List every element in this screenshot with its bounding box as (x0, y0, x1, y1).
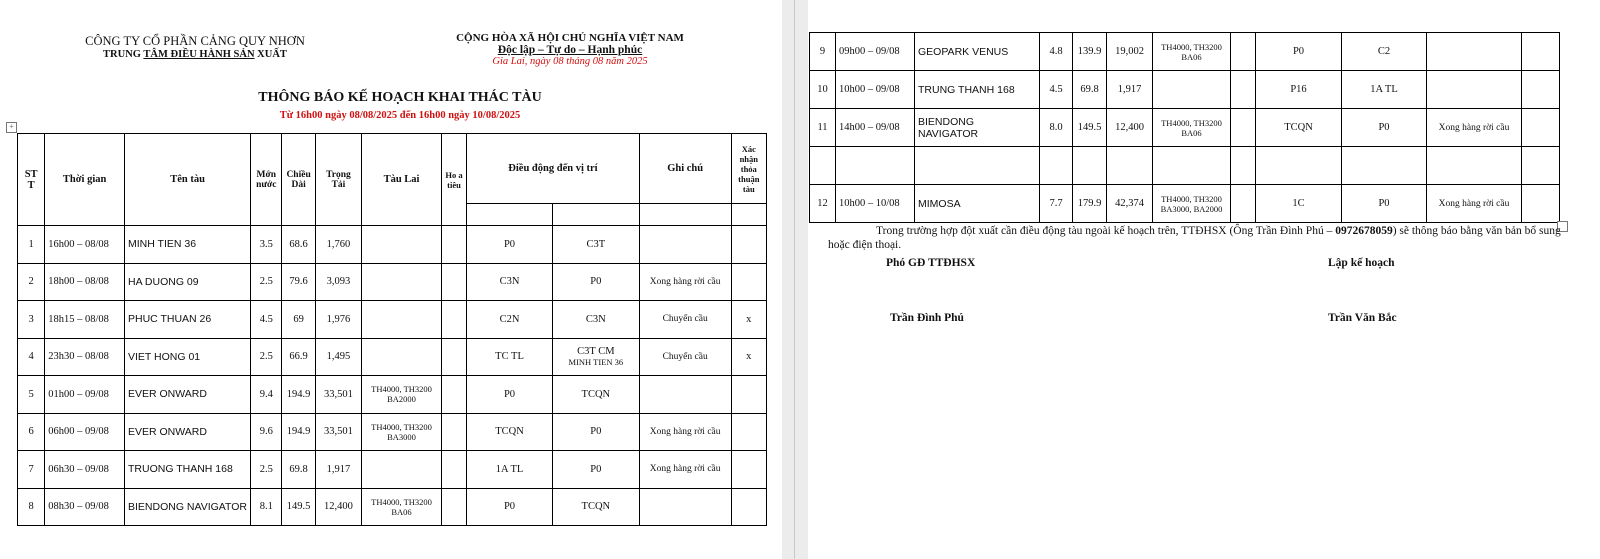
cell-length: 69.8 (282, 451, 315, 489)
cell-empty (1256, 147, 1342, 185)
cell-ship: GEOPARK VENUS (915, 33, 1040, 71)
contact-phone: 0972678059 (1335, 225, 1393, 237)
planning-note: Trong trường hợp đột xuất cần điều động tàu ngoài kế hoạch trên, TTĐHSX (Ông Trần Đình Phú – 0972678059) sẽ thông báo bằng văn bản bổ sung hoặc điện thoại. (828, 225, 1561, 251)
cell-empty (1040, 147, 1073, 185)
cell-time: 08h30 – 09/08 (45, 488, 125, 526)
cell-length: 66.9 (282, 338, 315, 376)
subheader-from (467, 204, 553, 226)
cell-from: P0 (1256, 33, 1342, 71)
republic-name: CỘNG HÒA XÃ HỘI CHỦ NGHĨA VIỆT NAM (456, 32, 684, 44)
cell-pilot (441, 301, 466, 339)
cell-time: 10h00 – 10/08 (836, 185, 915, 223)
cell-length: 139.9 (1073, 33, 1107, 71)
cell-note: Xong hàng rời cầu (639, 263, 731, 301)
header-ship: Tên tàu (124, 134, 250, 226)
cell-tonnage: 3,093 (315, 263, 361, 301)
signature-role-deputy: Phó GĐ TTĐHSX (886, 257, 976, 269)
cell-ship: BIENDONG NAVIGATOR (124, 488, 250, 526)
cell-draft: 2.5 (251, 338, 282, 376)
cell-confirm: x (731, 338, 766, 376)
header-note: Ghi chú (639, 134, 731, 204)
cell-pilot (1231, 185, 1256, 223)
cell-from: 1A TL (467, 451, 553, 489)
cell-draft: 7.7 (1040, 185, 1073, 223)
cell-confirm (731, 488, 766, 526)
cell-empty (810, 147, 836, 185)
document-title: THÔNG BÁO KẾ HOẠCH KHAI THÁC TÀU (258, 90, 542, 105)
cell-time: 06h30 – 09/08 (45, 451, 125, 489)
header-time: Thời gian (45, 134, 125, 226)
cell-stt: 7 (18, 451, 45, 489)
cell-tonnage: 1,917 (1107, 71, 1153, 109)
cell-draft: 9.6 (251, 413, 282, 451)
cell-to: 1A TL (1342, 71, 1427, 109)
cell-draft: 4.5 (251, 301, 282, 339)
cell-from: TCQN (467, 413, 553, 451)
cell-to-main: C3N (585, 313, 606, 325)
cell-draft: 2.5 (251, 263, 282, 301)
table-move-handle-icon[interactable]: + (6, 122, 17, 133)
header-length: Chiều Dài (282, 134, 315, 226)
cell-tonnage: 1,495 (315, 338, 361, 376)
cell-time: 14h00 – 09/08 (836, 109, 915, 147)
cell-tonnage: 33,501 (315, 376, 361, 414)
cell-ship: EVER ONWARD (124, 413, 250, 451)
signature-name-deputy: Trần Đình Phú (890, 312, 964, 324)
cell-time: 18h00 – 08/08 (45, 263, 125, 301)
cell-ship: VIET HONG 01 (124, 338, 250, 376)
cell-note (639, 376, 731, 414)
cell-note: Xong hàng rời cầu (1427, 109, 1522, 147)
header-tug: Tàu Lai (362, 134, 442, 226)
cell-tug: TH4000, TH3200 BA3000 (362, 413, 442, 451)
cell-to (552, 376, 639, 414)
cell-draft: 8.0 (1040, 109, 1073, 147)
table-row (18, 376, 767, 414)
table-row (18, 301, 767, 339)
cell-confirm (731, 451, 766, 489)
cell-tonnage: 1,917 (315, 451, 361, 489)
cell-stt: 2 (18, 263, 45, 301)
table-row-empty (810, 147, 1560, 185)
signature-role-planner: Lập kế hoạch (1328, 257, 1395, 269)
cell-pilot (1231, 33, 1256, 71)
cell-to: P0 (1342, 185, 1427, 223)
cell-from: P16 (1256, 71, 1342, 109)
cell-length: 79.6 (282, 263, 315, 301)
schedule-table (17, 133, 767, 526)
cell-note: Chuyển cầu (639, 338, 731, 376)
cell-note: Xong hàng rời cầu (639, 413, 731, 451)
header-pilot: Ho a tiêu (441, 134, 466, 226)
cell-to-main: P0 (590, 426, 602, 438)
cell-tug: TH4000, TH3200 BA2000 (362, 376, 442, 414)
header-move: Điều động đến vị trí (467, 134, 640, 204)
cell-tug (362, 451, 442, 489)
header-tonnage: Trọng Tải (315, 134, 361, 226)
cell-to-main: TCQN (581, 501, 611, 513)
cell-pilot (441, 338, 466, 376)
cell-length: 149.5 (282, 488, 315, 526)
cell-length: 69 (282, 301, 315, 339)
cell-stt: 1 (18, 226, 45, 264)
cell-tonnage: 42,374 (1107, 185, 1153, 223)
cell-stt: 11 (810, 109, 836, 147)
cell-confirm (1522, 71, 1560, 109)
cell-from: TC TL (467, 338, 553, 376)
cell-tonnage: 19,002 (1107, 33, 1153, 71)
cell-ship: MIMOSA (915, 185, 1040, 223)
table-row (810, 185, 1560, 223)
cell-time: 23h30 – 08/08 (45, 338, 125, 376)
cell-stt: 10 (810, 71, 836, 109)
cell-confirm (1522, 109, 1560, 147)
company-header (60, 34, 330, 60)
cell-to (552, 451, 639, 489)
cell-draft: 9.4 (251, 376, 282, 414)
company-name: CÔNG TY CỔ PHẦN CẢNG QUY NHƠN (85, 34, 305, 48)
table-row (810, 71, 1560, 109)
header-draft: Mớn nước (251, 134, 282, 226)
cell-confirm (731, 376, 766, 414)
cell-confirm (731, 413, 766, 451)
header-stt: ST T (18, 134, 45, 226)
cell-to-main: C3T (586, 238, 606, 250)
cell-from: P0 (467, 488, 553, 526)
signature-name-planner: Trần Văn Bắc (1328, 312, 1397, 324)
table-row (810, 109, 1560, 147)
table-header-row (18, 134, 767, 204)
cell-to-main: C3T CM (577, 346, 615, 358)
cell-length: 149.5 (1073, 109, 1107, 147)
cell-draft: 4.8 (1040, 33, 1073, 71)
cell-to-sub: MINH TIEN 36 (568, 357, 624, 368)
subheader-note (639, 204, 731, 226)
cell-to-main: TCQN (581, 388, 611, 400)
cell-stt: 3 (18, 301, 45, 339)
table-row (18, 451, 767, 489)
document-subtitle: Từ 16h00 ngày 08/08/2025 đến 16h00 ngày 10/08/2025 (279, 110, 521, 121)
national-header (440, 32, 700, 67)
cell-ship: TRUONG THANH 168 (124, 451, 250, 489)
cell-from: C2N (467, 301, 553, 339)
cell-tug (362, 226, 442, 264)
cell-tonnage: 1,760 (315, 226, 361, 264)
cell-to (552, 226, 639, 264)
cell-length: 179.9 (1073, 185, 1107, 223)
cell-length: 68.6 (282, 226, 315, 264)
header-confirm: Xác nhận thỏa thuận tàu (731, 134, 766, 204)
cell-length: 69.8 (1073, 71, 1107, 109)
cell-stt: 5 (18, 376, 45, 414)
cell-tug: TH4000, TH3200 BA3000, BA2000 (1153, 185, 1231, 223)
cell-stt: 8 (18, 488, 45, 526)
cell-tug (362, 338, 442, 376)
cell-ship: MINH TIEN 36 (124, 226, 250, 264)
cell-time: 01h00 – 09/08 (45, 376, 125, 414)
document-page-left (0, 0, 782, 559)
cell-confirm (731, 226, 766, 264)
page-gutter (782, 0, 808, 559)
cell-note (639, 488, 731, 526)
cell-tug: TH4000, TH3200 BA06 (362, 488, 442, 526)
cell-stt: 4 (18, 338, 45, 376)
cell-pilot (441, 226, 466, 264)
cell-empty (1522, 147, 1560, 185)
cell-tonnage: 12,400 (315, 488, 361, 526)
cell-pilot (441, 376, 466, 414)
cell-from: 1C (1256, 185, 1342, 223)
cell-length: 194.9 (282, 413, 315, 451)
cell-to (552, 263, 639, 301)
cell-draft: 4.5 (1040, 71, 1073, 109)
table-row (810, 33, 1560, 71)
cell-empty (1231, 147, 1256, 185)
cell-time: 10h00 – 09/08 (836, 71, 915, 109)
cell-note (1427, 71, 1522, 109)
cell-stt: 6 (18, 413, 45, 451)
cell-stt: 9 (810, 33, 836, 71)
cell-to (552, 301, 639, 339)
cell-time: 09h00 – 09/08 (836, 33, 915, 71)
cell-ship: PHUC THUAN 26 (124, 301, 250, 339)
cell-pilot (1231, 71, 1256, 109)
cell-empty (1107, 147, 1153, 185)
cell-pilot (441, 488, 466, 526)
cell-note: Xong hàng rời cầu (639, 451, 731, 489)
table-row (18, 488, 767, 526)
cell-to: P0 (1342, 109, 1427, 147)
cell-note (639, 226, 731, 264)
cell-to (552, 413, 639, 451)
table-row (18, 226, 767, 264)
cell-tonnage: 33,501 (315, 413, 361, 451)
cell-empty (1073, 147, 1107, 185)
cell-stt: 12 (810, 185, 836, 223)
cell-to-main: P0 (590, 463, 602, 475)
cell-time: 18h15 – 08/08 (45, 301, 125, 339)
cell-empty (1342, 147, 1427, 185)
cell-pilot (441, 413, 466, 451)
cell-empty (915, 147, 1040, 185)
cell-tonnage: 12,400 (1107, 109, 1153, 147)
cell-draft: 2.5 (251, 451, 282, 489)
cell-ship: EVER ONWARD (124, 376, 250, 414)
cell-ship: BIENDONG NAVIGATOR (915, 109, 1040, 147)
cell-pilot (441, 451, 466, 489)
cell-pilot (441, 263, 466, 301)
table-row (18, 263, 767, 301)
table-row (18, 338, 767, 376)
cell-confirm: x (731, 301, 766, 339)
cell-note: Chuyển cầu (639, 301, 731, 339)
schedule-table-continued (809, 32, 1560, 223)
subheader-to (552, 204, 639, 226)
cell-from: TCQN (1256, 109, 1342, 147)
cell-tug: TH4000, TH3200 BA06 (1153, 33, 1231, 71)
cell-to-main: P0 (590, 276, 602, 288)
cell-length: 194.9 (282, 376, 315, 414)
cell-ship: HA DUONG 09 (124, 263, 250, 301)
cell-confirm (1522, 33, 1560, 71)
cell-to (552, 338, 639, 376)
place-date: Gia Lai, ngày 08 tháng 08 năm 2025 (492, 56, 648, 67)
cell-from: C3N (467, 263, 553, 301)
cell-empty (836, 147, 915, 185)
cell-note (1427, 33, 1522, 71)
department-name: TRUNG TÂM ĐIỀU HÀNH SẢN XUẤT (103, 49, 287, 60)
cell-draft: 8.1 (251, 488, 282, 526)
cell-note: Xong hàng rời cầu (1427, 185, 1522, 223)
cell-time: 16h00 – 08/08 (45, 226, 125, 264)
cell-pilot (1231, 109, 1256, 147)
cell-confirm (1522, 185, 1560, 223)
cell-tonnage: 1,976 (315, 301, 361, 339)
cell-ship: TRUNG THANH 168 (915, 71, 1040, 109)
cell-to: C2 (1342, 33, 1427, 71)
cell-tug (362, 301, 442, 339)
cell-time: 06h00 – 09/08 (45, 413, 125, 451)
national-motto: Độc lập – Tự do – Hạnh phúc (497, 44, 643, 56)
cell-to (552, 488, 639, 526)
subheader-confirm (731, 204, 766, 226)
cell-tug: TH4000, TH3200 BA06 (1153, 109, 1231, 147)
cell-from: P0 (467, 226, 553, 264)
cell-tug (362, 263, 442, 301)
table-row (18, 413, 767, 451)
page-divider (794, 0, 795, 559)
cell-from: P0 (467, 376, 553, 414)
cell-confirm (731, 263, 766, 301)
cell-empty (1153, 147, 1231, 185)
cell-draft: 3.5 (251, 226, 282, 264)
cell-empty (1427, 147, 1522, 185)
cell-tug (1153, 71, 1231, 109)
